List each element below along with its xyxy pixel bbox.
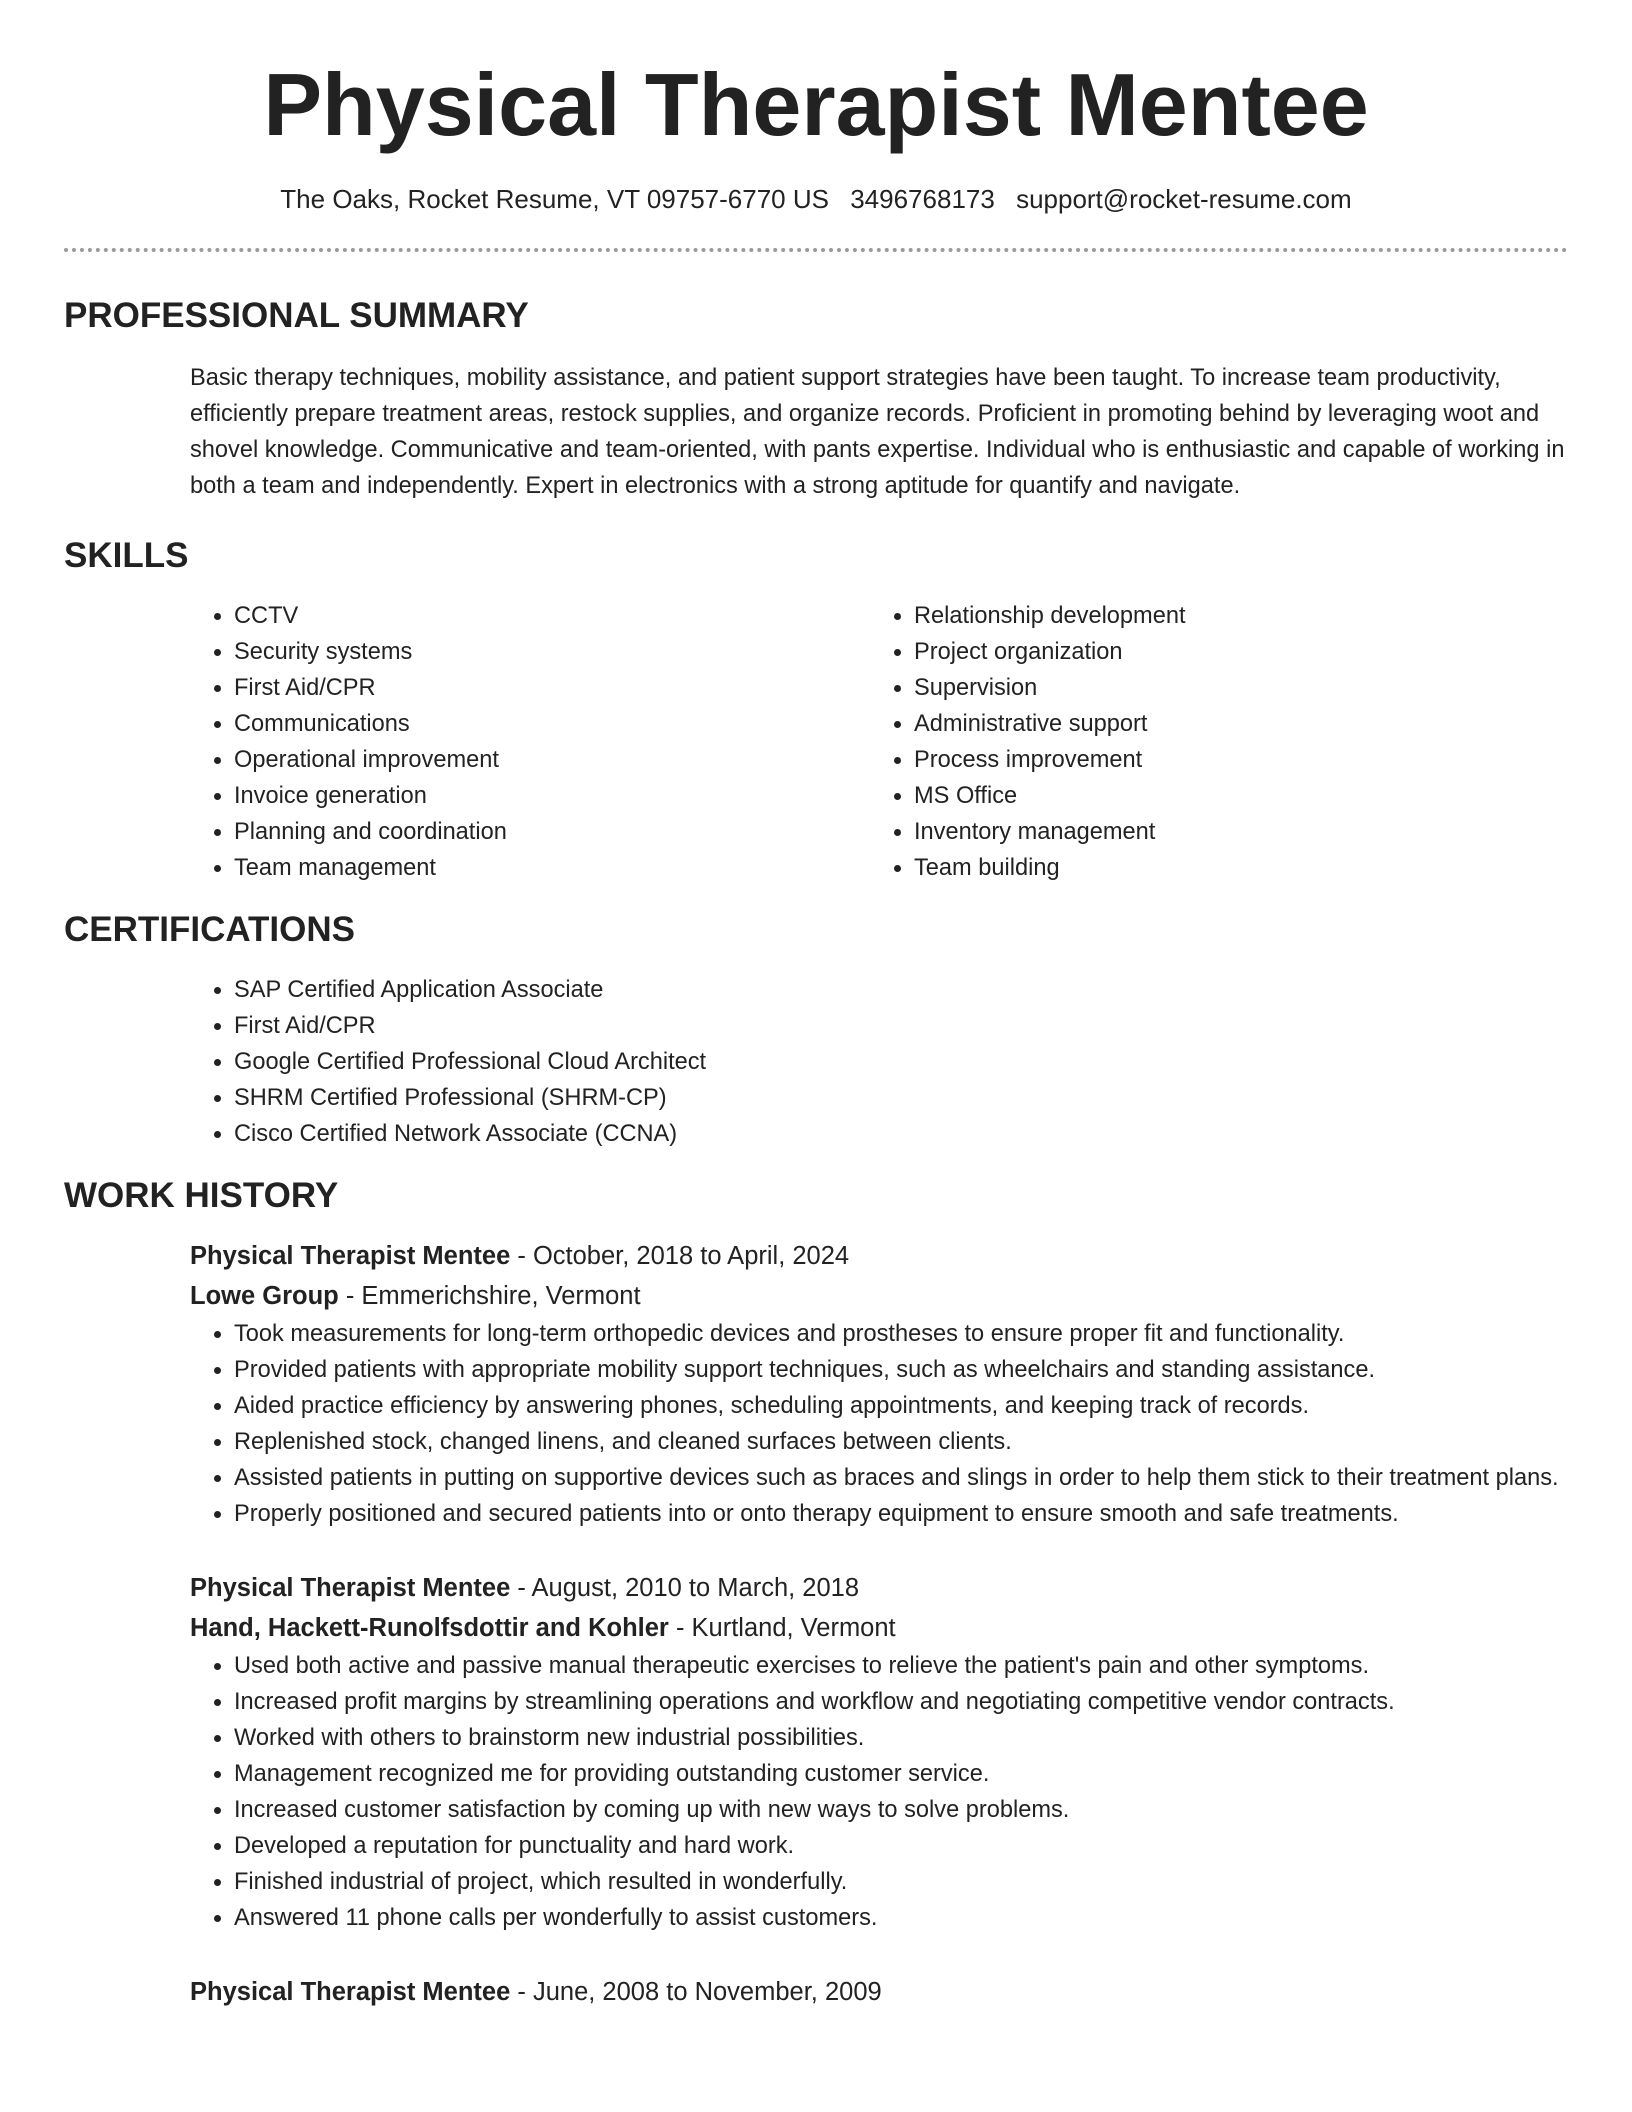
contact-email: support@rocket-resume.com — [1016, 184, 1352, 214]
skill-item: • Team building — [914, 850, 1550, 886]
contact-phone: 3496768173 — [850, 184, 995, 214]
job-bullet: • Worked with others to brainstorm new industrial possibilities. — [234, 1720, 1568, 1756]
job-bullet: • Used both active and passive manual therapeutic exercises to relieve the patient's pain and other symptoms. — [234, 1648, 1568, 1684]
skill-item: • Planning and coordination — [234, 814, 870, 850]
skill-item: • Operational improvement — [234, 742, 870, 778]
job-bullet: • Took measurements for long-term orthopedic devices and prostheses to ensure proper fit and functionality. — [234, 1316, 1568, 1352]
job-bullet: • Finished industrial of project, which resulted in wonderfully. — [234, 1864, 1568, 1900]
job-location: - Emmerichshire, Vermont — [338, 1282, 641, 1310]
resume-page — [64, 0, 1568, 2012]
job-location: - Kurtland, Vermont — [668, 1614, 896, 1642]
job-role: Physical Therapist Mentee — [190, 1978, 511, 2006]
skill-item: • Inventory management — [914, 814, 1550, 850]
certifications-section — [64, 910, 1568, 1152]
skill-item: • Process improvement — [914, 742, 1550, 778]
job-dates: - October, 2018 to April, 2024 — [510, 1242, 850, 1270]
certifications-list — [190, 972, 1568, 1152]
job-role: Physical Therapist Mentee — [190, 1242, 511, 1270]
skill-item: • Team management — [234, 850, 870, 886]
skill-item: • First Aid/CPR — [234, 670, 870, 706]
job-dates: - June, 2008 to November, 2009 — [510, 1978, 882, 2006]
job-company: Hand, Hackett-Runolfsdottir and Kohler — [190, 1614, 669, 1642]
job-title-line — [190, 1568, 1568, 1608]
skills-section — [64, 536, 1568, 886]
skill-item: • Security systems — [234, 634, 870, 670]
job-bullet: • Aided practice efficiency by answering phones, scheduling appointments, and keeping track of records. — [234, 1388, 1568, 1424]
job-bullet-list — [190, 1316, 1568, 1532]
work-history-heading: WORK HISTORY — [64, 1176, 339, 1215]
job-title-line — [190, 1236, 1568, 1276]
skills-grid — [190, 598, 1568, 886]
skills-column-left — [190, 598, 870, 886]
job-bullet: • Provided patients with appropriate mobility support techniques, such as wheelchairs and standing assistance. — [234, 1352, 1568, 1388]
job-company-line — [190, 1608, 1568, 1648]
job-bullet: • Increased profit margins by streamlining operations and workflow and negotiating competitive vendor contracts. — [234, 1684, 1568, 1720]
job-dates: - August, 2010 to March, 2018 — [510, 1574, 860, 1602]
job-bullet: • Increased customer satisfaction by coming up with new ways to solve problems. — [234, 1792, 1568, 1828]
job-role: Physical Therapist Mentee — [190, 1574, 511, 1602]
job-bullet: • Assisted patients in putting on supportive devices such as braces and slings in order to help them stick to their treatment plans. — [234, 1460, 1568, 1496]
work-history-section — [64, 1176, 1568, 2012]
job-company-line — [190, 1276, 1568, 1316]
certifications-heading: CERTIFICATIONS — [64, 910, 356, 949]
job-bullet: • Properly positioned and secured patients into or onto therapy equipment to ensure smooth and safe treatments. — [234, 1496, 1568, 1532]
certification-item: • Google Certified Professional Cloud Architect — [234, 1044, 1568, 1080]
skill-item: • Communications — [234, 706, 870, 742]
contact-line — [64, 184, 1568, 214]
job-entry — [190, 1972, 1568, 2012]
summary-heading: PROFESSIONAL SUMMARY — [64, 296, 529, 335]
header-divider — [64, 248, 1568, 252]
skill-item: • MS Office — [914, 778, 1550, 814]
contact-address: The Oaks, Rocket Resume, VT 09757-6770 US — [280, 184, 829, 214]
job-bullet: • Answered 11 phone calls per wonderfully to assist customers. — [234, 1900, 1568, 1936]
certification-item: • SAP Certified Application Associate — [234, 972, 1568, 1008]
job-bullet-list — [190, 1648, 1568, 1936]
certifications-body — [190, 972, 1568, 1152]
job-bullet: • Developed a reputation for punctuality and hard work. — [234, 1828, 1568, 1864]
skills-heading: SKILLS — [64, 536, 189, 575]
job-title-line — [190, 1972, 1568, 2012]
certification-item: • SHRM Certified Professional (SHRM-CP) — [234, 1080, 1568, 1116]
job-company: Lowe Group — [190, 1282, 339, 1310]
skills-column-right — [870, 598, 1550, 886]
page-title: Physical Therapist Mentee — [263, 55, 1369, 154]
job-entry — [190, 1568, 1568, 1936]
certification-item: • Cisco Certified Network Associate (CCNA) — [234, 1116, 1568, 1152]
skill-item: • Supervision — [914, 670, 1550, 706]
work-history-jobs — [64, 1236, 1568, 2012]
skill-item: • Project organization — [914, 634, 1550, 670]
summary-text: Basic therapy techniques, mobility assistance, and patient support strategies have been taught. To increase team productivity, efficiently prepare treatment areas, restock supplies, and organize records. Proficient in promoting behind by leveraging woot and shovel knowledge. Communicative and team-oriented, with pants expertise. Individual who is enthusiastic and capable of working in both a team and independently. Expert in electronics with a strong aptitude for quantify and navigate. — [190, 365, 1565, 499]
skills-list-right — [870, 598, 1550, 886]
certification-item: • First Aid/CPR — [234, 1008, 1568, 1044]
skill-item: • Relationship development — [914, 598, 1550, 634]
skills-list-left — [190, 598, 870, 886]
job-bullet: • Management recognized me for providing outstanding customer service. — [234, 1756, 1568, 1792]
skill-item: • CCTV — [234, 598, 870, 634]
job-bullet: • Replenished stock, changed linens, and cleaned surfaces between clients. — [234, 1424, 1568, 1460]
skill-item: • Invoice generation — [234, 778, 870, 814]
summary-section — [64, 296, 1568, 504]
job-entry — [190, 1236, 1568, 1532]
skill-item: • Administrative support — [914, 706, 1550, 742]
